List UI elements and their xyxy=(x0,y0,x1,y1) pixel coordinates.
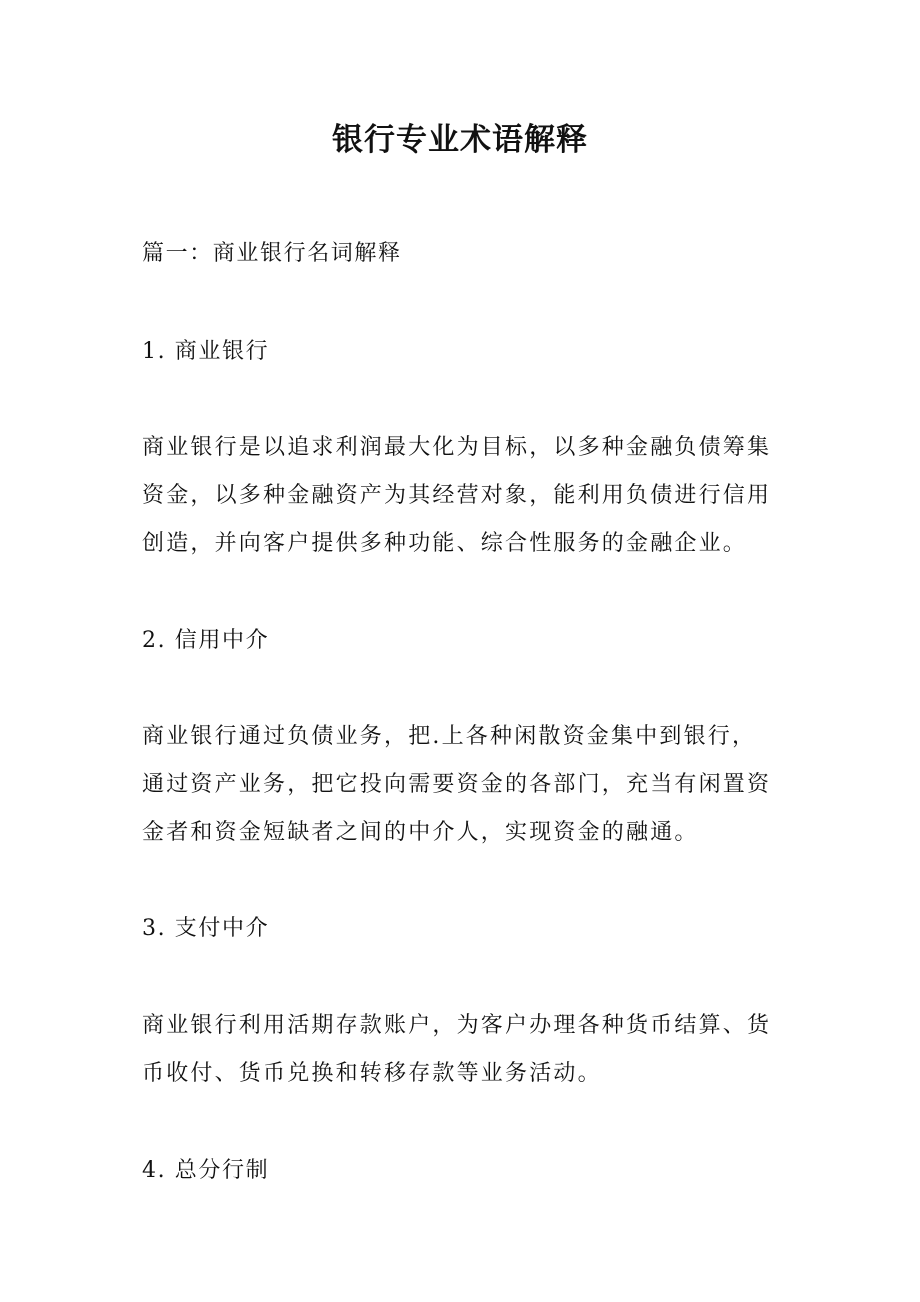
paragraph-line: 金者和资金短缺者之间的中介人，实现资金的融通。 xyxy=(142,820,699,845)
section-heading: 4. 总分行制 xyxy=(142,1158,270,1183)
section-heading: 1. 商业银行 xyxy=(142,339,270,364)
paragraph-line: 商业银行是以追求利润最大化为目标，以多种金融负债筹集 xyxy=(142,435,772,460)
document-title: 银行专业术语解释 xyxy=(332,122,588,158)
section-heading: 2. 信用中介 xyxy=(142,628,270,653)
paragraph-line: 商业银行通过负债业务，把.上各种闲散资金集中到银行， xyxy=(142,724,757,749)
section-paragraph xyxy=(142,424,792,568)
paragraph-line: 币收付、货币兑换和转移存款等业务活动。 xyxy=(142,1061,602,1086)
paragraph-line: 通过资产业务，把它投向需要资金的各部门，充当有闲置资 xyxy=(142,772,772,797)
paragraph-line: 资金，以多种金融资产为其经营对象，能利用负债进行信用 xyxy=(142,483,772,508)
section-heading: 3. 支付中介 xyxy=(142,916,270,941)
paragraph-line: 商业银行利用活期存款账户，为客户办理各种货币结算、货 xyxy=(142,1013,772,1038)
section-paragraph xyxy=(142,713,792,857)
chapter-heading: 篇一：商业银行名词解释 xyxy=(142,241,402,266)
section-paragraph xyxy=(142,1002,792,1098)
paragraph-line: 创造，并向客户提供多种功能、综合性服务的金融企业。 xyxy=(142,531,748,556)
